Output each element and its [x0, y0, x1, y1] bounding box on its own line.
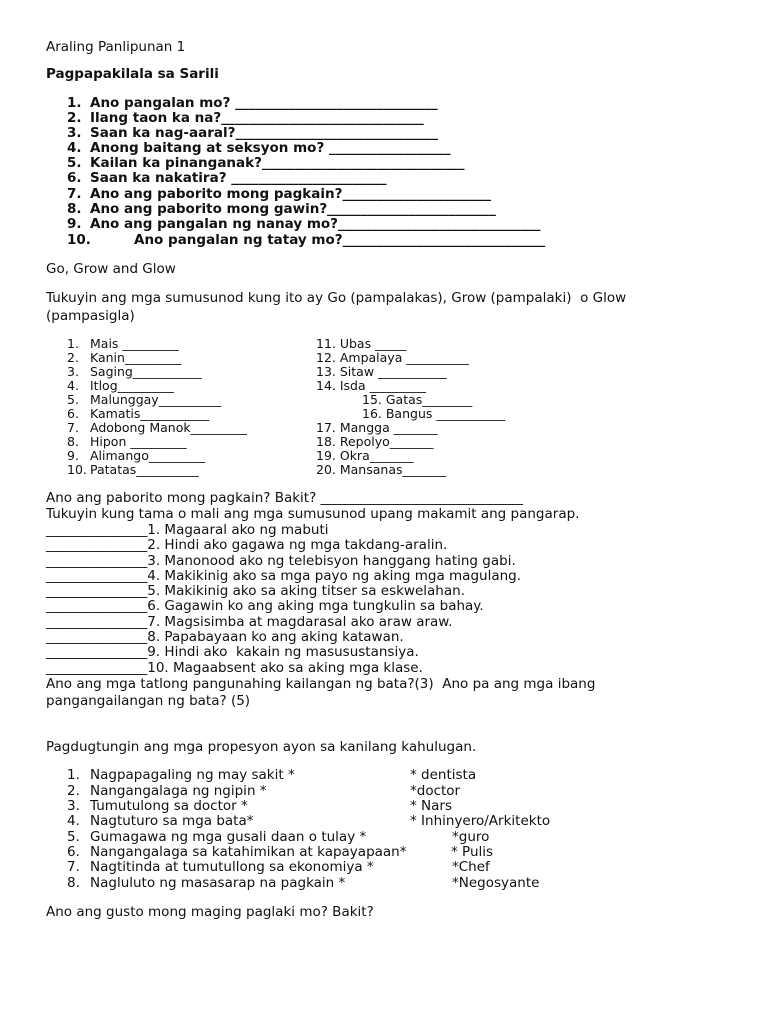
list-num: 5. — [67, 392, 79, 407]
list-item: _______________1. Magaaral ako ng mabuti — [46, 522, 329, 538]
list-item: Nagluluto ng masasarap na pagkain * — [90, 875, 346, 891]
list-item: 12. Ampalaya __________ — [316, 350, 469, 365]
question-text: Ano pangalan mo? ______________________________ — [90, 95, 438, 111]
question-num: 1. — [67, 95, 82, 111]
list-item: _______________5. Makikinig ako sa aking titser sa eskwelahan. — [46, 583, 465, 599]
list-item: 20. Mansanas_______ — [316, 462, 447, 477]
list-item: Kamatis___________ — [90, 406, 210, 421]
question-text: Ano ang paborito mong pagkain?______________________ — [90, 186, 491, 202]
list-item: Gumagawa ng mga gusali daan o tulay * — [90, 829, 367, 845]
question-text: Ilang taon ka na?______________________________ — [90, 110, 424, 126]
list-item: *guro — [452, 829, 490, 845]
list-item: _______________10. Magaabsent ako sa aking mga klase. — [46, 660, 423, 676]
list-item: _______________7. Magsisimba at magdarasal ako araw araw. — [46, 614, 453, 630]
list-item: Patatas__________ — [90, 462, 199, 477]
list-item: * Pulis — [451, 844, 494, 860]
question-text: Anong baitang at seksyon mo? __________________ — [90, 140, 451, 156]
list-item: Malunggay__________ — [90, 392, 222, 407]
list-num: 6. — [67, 844, 80, 860]
list-item: Nagtuturo sa mga bata* — [90, 813, 254, 829]
question-text: Saan ka nag-aaral?______________________________ — [90, 125, 438, 141]
list-item: Hipon _________ — [90, 434, 187, 449]
favorite-food-question: Ano ang paborito mong pagkain? Bakit? ______________________________ — [46, 490, 524, 506]
list-num: 2. — [67, 783, 80, 799]
question-text: Ano pangalan ng tatay mo?______________________________ — [134, 232, 546, 248]
list-item: 15. Gatas________ — [362, 392, 473, 407]
list-num: 5. — [67, 829, 80, 845]
list-item: Nagpapagaling ng may sakit * — [90, 767, 295, 783]
question-num: 10. — [67, 232, 91, 248]
list-item: _______________3. Manonood ako ng telebisyon hanggang hating gabi. — [46, 553, 516, 569]
go-grow-glow-title: Go, Grow and Glow — [46, 261, 176, 277]
list-item: 11. Ubas _____ — [316, 336, 407, 351]
list-item: Mais _________ — [90, 336, 179, 351]
list-item: 17. Mangga _______ — [316, 420, 438, 435]
list-num: 3. — [67, 364, 79, 379]
list-num: 3. — [67, 798, 80, 814]
go-grow-glow-instruction: Tukuyin ang mga sumusunod kung ito ay Go (pampalakas), Grow (pampalaki) o Glow — [46, 290, 627, 306]
list-item: _______________4. Makikinig ako sa mga payo ng aking mga magulang. — [46, 568, 522, 584]
question-num: 6. — [67, 170, 82, 186]
section-title: Pagpapakilala sa Sarili — [46, 66, 219, 82]
question-text: Saan ka nakatira? _______________________ — [90, 170, 387, 186]
question-num: 8. — [67, 201, 82, 217]
final-question: Ano ang gusto mong maging paglaki mo? Bakit? — [46, 904, 374, 920]
list-item: *Chef — [452, 859, 490, 875]
question-text: Ano ang paborito mong gawin?_________________________ — [90, 201, 496, 217]
list-item: Itlog_________ — [90, 378, 174, 393]
tama-mali-instruction: Tukuyin kung tama o mali ang mga sumusunod upang makamit ang pangarap. — [46, 506, 580, 522]
list-item: *Negosyante — [452, 875, 540, 891]
list-num: 10. — [67, 462, 87, 477]
list-item: Nagtitinda at tumutullong sa ekonomiya * — [90, 859, 374, 875]
list-num: 4. — [67, 813, 80, 829]
go-grow-glow-instruction: (pampasigla) — [46, 308, 135, 324]
question-num: 4. — [67, 140, 82, 156]
needs-question: pangangailangan ng bata? (5) — [46, 693, 251, 709]
question-num: 5. — [67, 155, 82, 171]
list-num: 7. — [67, 420, 79, 435]
list-item: Tumutulong sa doctor * — [90, 798, 248, 814]
list-item: *doctor — [410, 783, 461, 799]
list-num: 1. — [67, 336, 79, 351]
list-item: 18. Repolyo_______ — [316, 434, 434, 449]
list-item: _______________2. Hindi ako gagawa ng mga takdang-aralin. — [46, 537, 448, 553]
list-num: 8. — [67, 434, 79, 449]
list-item: _______________8. Papabayaan ko ang aking katawan. — [46, 629, 404, 645]
list-item: * dentista — [410, 767, 477, 783]
list-item: * Inhinyero/Arkitekto — [410, 813, 551, 829]
list-item: Kanin_________ — [90, 350, 182, 365]
list-item: Saging___________ — [90, 364, 202, 379]
list-num: 7. — [67, 859, 80, 875]
list-item: _______________6. Gagawin ko ang aking mga tungkulin sa bahay. — [46, 598, 484, 614]
question-text: Kailan ka pinanganak?______________________________ — [90, 155, 465, 171]
question-num: 3. — [67, 125, 82, 141]
list-num: 8. — [67, 875, 80, 891]
question-text: Ano ang pangalan ng nanay mo?______________________________ — [90, 216, 541, 232]
list-item: 13. Sitaw ___________ — [316, 364, 447, 379]
question-num: 9. — [67, 216, 82, 232]
list-item: 19. Okra_______ — [316, 448, 414, 463]
list-item: 14. Isda _________ — [316, 378, 426, 393]
subject-title: Araling Panlipunan 1 — [46, 39, 186, 55]
list-num: 4. — [67, 378, 79, 393]
list-num: 1. — [67, 767, 80, 783]
list-num: 6. — [67, 406, 79, 421]
list-item: 16. Bangus ___________ — [362, 406, 506, 421]
question-num: 7. — [67, 186, 82, 202]
list-num: 2. — [67, 350, 79, 365]
list-item: Alimango_________ — [90, 448, 206, 463]
list-item: Nangangalaga sa katahimikan at kapayapaan* — [90, 844, 407, 860]
list-item: * Nars — [410, 798, 452, 814]
list-num: 9. — [67, 448, 79, 463]
list-item: Nangangalaga ng ngipin * — [90, 783, 267, 799]
needs-question: Ano ang mga tatlong pangunahing kailangan ng bata?(3) Ano pa ang mga ibang — [46, 676, 596, 692]
list-item: Adobong Manok_________ — [90, 420, 247, 435]
matching-instruction: Pagdugtungin ang mga propesyon ayon sa kanilang kahulugan. — [46, 739, 477, 755]
question-num: 2. — [67, 110, 82, 126]
list-item: _______________9. Hindi ako kakain ng masusustansiya. — [46, 644, 419, 660]
